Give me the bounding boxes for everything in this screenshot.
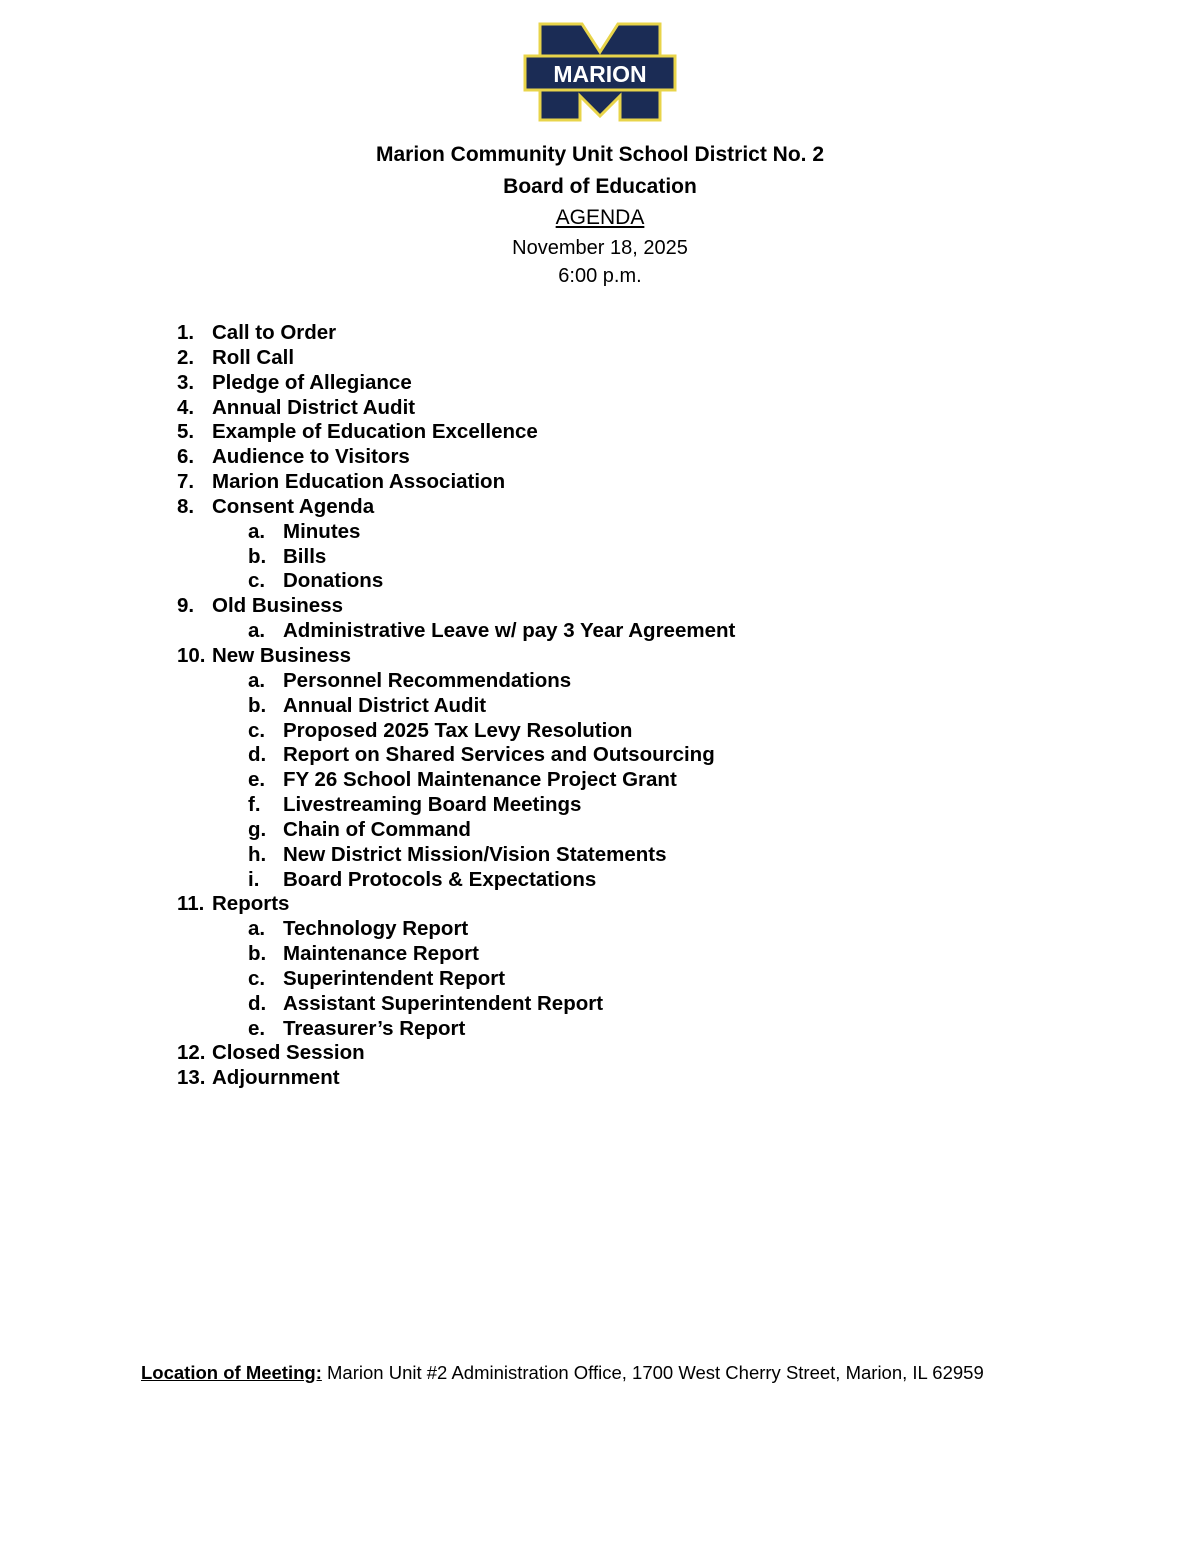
item-number: 7.: [177, 470, 195, 494]
item-number: c.: [248, 966, 266, 990]
item-number: i.: [248, 867, 260, 891]
logo-text: MARION: [553, 61, 647, 87]
item-label: Example of Education Excellence: [212, 420, 538, 444]
item-label: New District Mission/Vision Statements: [283, 842, 667, 866]
item-number: 13.: [177, 1066, 206, 1090]
agenda-item: [177, 594, 735, 619]
agenda-subitem: [177, 917, 735, 942]
item-number: b.: [248, 942, 267, 966]
agenda-subitem: [177, 843, 735, 868]
item-label: Audience to Visitors: [212, 445, 410, 469]
item-number: 10.: [177, 643, 206, 667]
item-label: Report on Shared Services and Outsourcing: [283, 743, 715, 767]
item-label: Chain of Command: [283, 817, 471, 841]
item-label: Technology Report: [283, 917, 469, 941]
agenda-item: [177, 445, 735, 470]
agenda-subitem: [177, 967, 735, 992]
agenda-item: [177, 396, 735, 421]
agenda-heading: AGENDA: [555, 206, 645, 229]
item-number: a.: [248, 917, 266, 941]
agenda-subitem: [177, 619, 735, 644]
agenda-subitem: [177, 942, 735, 967]
item-number: b.: [248, 693, 267, 717]
agenda-subitem: [177, 520, 735, 545]
marion-logo: [520, 20, 680, 124]
item-number: 3.: [177, 370, 195, 394]
agenda-item: [177, 495, 735, 520]
agenda-subitem: [177, 793, 735, 818]
item-number: 9.: [177, 594, 195, 618]
item-label: Board Protocols & Expectations: [283, 867, 597, 891]
item-number: 2.: [177, 345, 195, 369]
item-label: Livestreaming Board Meetings: [283, 793, 582, 817]
item-label: Personnel Recommendations: [283, 668, 572, 692]
location-label: Location of Meeting:: [141, 1362, 322, 1383]
item-label: Minutes: [283, 519, 361, 543]
agenda-subitem: [177, 669, 735, 694]
item-label: Maintenance Report: [283, 942, 479, 966]
agenda-subitem: [177, 992, 735, 1017]
item-label: Assistant Superintendent Report: [283, 991, 604, 1015]
item-label: Consent Agenda: [212, 494, 375, 518]
agenda-item: [177, 892, 735, 917]
board-title: Board of Education: [503, 175, 697, 198]
item-label: Adjournment: [212, 1066, 340, 1090]
agenda-subitem: [177, 719, 735, 744]
item-label: Treasurer’s Report: [283, 1016, 466, 1040]
item-number: 11.: [177, 892, 205, 916]
agenda-item: [177, 346, 735, 371]
item-number: b.: [248, 544, 267, 568]
agenda-subitem: [177, 1017, 735, 1042]
item-number: e.: [248, 1016, 266, 1040]
meeting-time: 6:00 p.m.: [558, 265, 642, 287]
item-label: Reports: [212, 892, 290, 916]
item-label: Bills: [283, 544, 327, 568]
agenda-item: [177, 644, 735, 669]
item-label: Superintendent Report: [283, 966, 506, 990]
agenda-subitem: [177, 545, 735, 570]
item-label: FY 26 School Maintenance Project Grant: [283, 768, 677, 792]
agenda-item: [177, 1066, 735, 1091]
agenda-item: [177, 371, 735, 396]
agenda-item: [177, 321, 735, 346]
item-label: Annual District Audit: [212, 395, 416, 419]
agenda-subitem: [177, 694, 735, 719]
item-number: 1.: [177, 321, 195, 344]
item-label: Pledge of Allegiance: [212, 370, 412, 394]
item-number: d.: [248, 991, 267, 1015]
item-number: 12.: [177, 1041, 206, 1065]
agenda-subitem: [177, 768, 735, 793]
item-number: f.: [248, 793, 261, 817]
item-label: Closed Session: [212, 1041, 365, 1065]
item-number: 4.: [177, 395, 195, 419]
item-number: 5.: [177, 420, 195, 444]
item-number: c.: [248, 569, 266, 593]
agenda-item: [177, 1041, 735, 1066]
item-number: 6.: [177, 445, 195, 469]
agenda-item: [177, 420, 735, 445]
agenda-subitem: [177, 868, 735, 893]
item-label: Old Business: [212, 594, 344, 618]
item-number: d.: [248, 743, 267, 767]
agenda-item: [177, 470, 735, 495]
item-label: New Business: [212, 643, 351, 667]
item-label: Marion Education Association: [212, 470, 506, 494]
item-label: Annual District Audit: [283, 693, 487, 717]
agenda-list: [177, 321, 735, 1091]
item-number: h.: [248, 842, 267, 866]
item-number: a.: [248, 619, 266, 643]
item-label: Roll Call: [212, 345, 295, 369]
item-label: Call to Order: [212, 321, 337, 344]
agenda-subitem: [177, 569, 735, 594]
item-number: 8.: [177, 494, 195, 518]
item-label: Administrative Leave w/ pay 3 Year Agreement: [283, 619, 736, 643]
item-label: Donations: [283, 569, 384, 593]
item-number: g.: [248, 817, 267, 841]
meeting-location: [141, 1362, 984, 1384]
item-label: Proposed 2025 Tax Levy Resolution: [283, 718, 633, 742]
location-value: Marion Unit #2 Administration Office, 1700 West Cherry Street, Marion, IL 62959: [327, 1362, 984, 1383]
agenda-subitem: [177, 743, 735, 768]
agenda-subitem: [177, 818, 735, 843]
item-number: a.: [248, 668, 266, 692]
item-number: e.: [248, 768, 266, 792]
district-title: Marion Community Unit School District No. 2: [375, 143, 825, 166]
item-number: c.: [248, 718, 266, 742]
item-number: a.: [248, 519, 266, 543]
meeting-date: November 18, 2025: [512, 237, 688, 259]
